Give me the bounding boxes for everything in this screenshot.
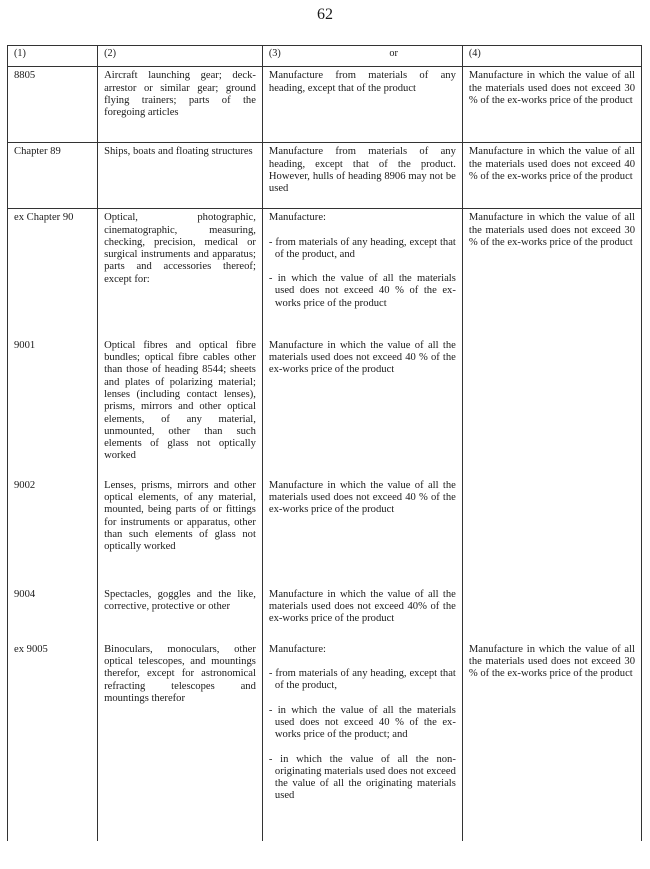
working-cell	[262, 337, 462, 477]
table-row	[8, 337, 642, 477]
table-row	[8, 209, 642, 337]
header-col1: (1)	[8, 46, 98, 67]
working-lead: Manufacture in which the value of all the materials used does not exceed 40% of the ex-works price of the product	[268, 588, 456, 625]
working-condition: - from materials of any heading, except that of the product, and	[268, 236, 456, 260]
heading-cell: Chapter 89	[8, 143, 98, 209]
working-lead: Manufacture from materials of any heading, except that of the product	[268, 70, 456, 94]
alternative-cell: Manufacture in which the value of all the materials used does not exceed 30 % of the ex-works price of the product	[462, 67, 641, 143]
description-cell: Aircraft launching gear; deck-arrestor or similar gear; ground flying trainers; parts of the foregoing articles	[98, 67, 263, 143]
working-lead: Manufacture from materials of any heading, except that of the product. However, hulls of heading 8906 may not be used	[268, 146, 456, 195]
table-row	[8, 641, 642, 841]
product-rules-table	[7, 45, 642, 841]
table-row	[8, 143, 642, 209]
heading-cell: 9001	[8, 337, 98, 477]
table-row	[8, 477, 642, 586]
working-condition: - in which the value of all the materials used does not exceed 40 % of the ex-works price of the product	[268, 273, 456, 309]
alternative-cell: Manufacture in which the value of all the materials used does not exceed 30 % of the ex-works price of the product	[462, 209, 641, 337]
description-cell: Spectacles, goggles and the like, corrective, protective or other	[98, 586, 263, 641]
heading-cell: 9004	[8, 586, 98, 641]
description-cell: Ships, boats and floating structures	[98, 143, 263, 209]
table-row	[8, 586, 642, 641]
alternative-cell	[462, 337, 641, 477]
working-cell	[262, 477, 462, 586]
heading-cell: 8805	[8, 67, 98, 143]
heading-cell: ex 9005	[8, 641, 98, 841]
working-cell	[262, 143, 462, 209]
working-lead: Manufacture in which the value of all the materials used does not exceed 40 % of the ex-works price of the product	[268, 479, 456, 516]
header-col2: (2)	[98, 46, 263, 67]
header-col3-label: (3)	[268, 48, 281, 59]
header-col3-or: or	[389, 48, 398, 59]
working-lead: Manufacture in which the value of all the materials used does not exceed 40 % of the ex-works price of the product	[268, 339, 456, 376]
working-condition: - from materials of any heading, except that of the product,	[268, 668, 456, 692]
working-cell	[262, 67, 462, 143]
heading-cell: 9002	[8, 477, 98, 586]
working-condition: - in which the value of all the materials used does not exceed 40 % of the ex-works price of the product; and	[268, 704, 456, 741]
working-cell	[262, 586, 462, 641]
header-col4: (4)	[462, 46, 641, 67]
alternative-cell	[462, 586, 641, 641]
alternative-cell: Manufacture in which the value of all the materials used does not exceed 40 % of the ex-works price of the product	[462, 143, 641, 209]
alternative-cell: Manufacture in which the value of all the materials used does not exceed 30 % of the ex-works price of the product	[462, 641, 641, 841]
working-lead: Manufacture:	[268, 643, 326, 655]
working-condition: - in which the value of all the non-originating materials used does not exceed the value of all the originating materials used	[268, 753, 456, 802]
description-cell: Lenses, prisms, mirrors and other optical elements, of any material, mounted, being parts of or fittings for instruments or apparatus, other than such elements of glass not optically worked	[98, 477, 263, 586]
working-cell	[262, 209, 462, 337]
description-cell: Binoculars, monoculars, other optical telescopes, and mountings therefor, except for astronomical refracting telescopes and mountings therefor	[98, 641, 263, 841]
table-row	[8, 67, 642, 143]
header-col3	[262, 46, 462, 67]
alternative-cell	[462, 477, 641, 586]
page-number: 62	[317, 6, 333, 23]
working-cell	[262, 641, 462, 841]
table-header-row	[8, 46, 642, 67]
heading-cell: ex Chapter 90	[8, 209, 98, 337]
working-lead: Manufacture:	[268, 212, 326, 224]
description-cell: Optical fibres and optical fibre bundles; optical fibre cables other than those of heading 8544; sheets and plates of polarizing material; lenses (including contact lenses), prisms, mirrors and other optical elements, of any material, unmounted, other than such elements of glass not optically worked	[98, 337, 263, 477]
description-cell: Optical, photographic, cinematographic, measuring, checking, precision, medical or surgical instruments and apparatus; parts and accessories thereof; except for:	[98, 209, 263, 337]
